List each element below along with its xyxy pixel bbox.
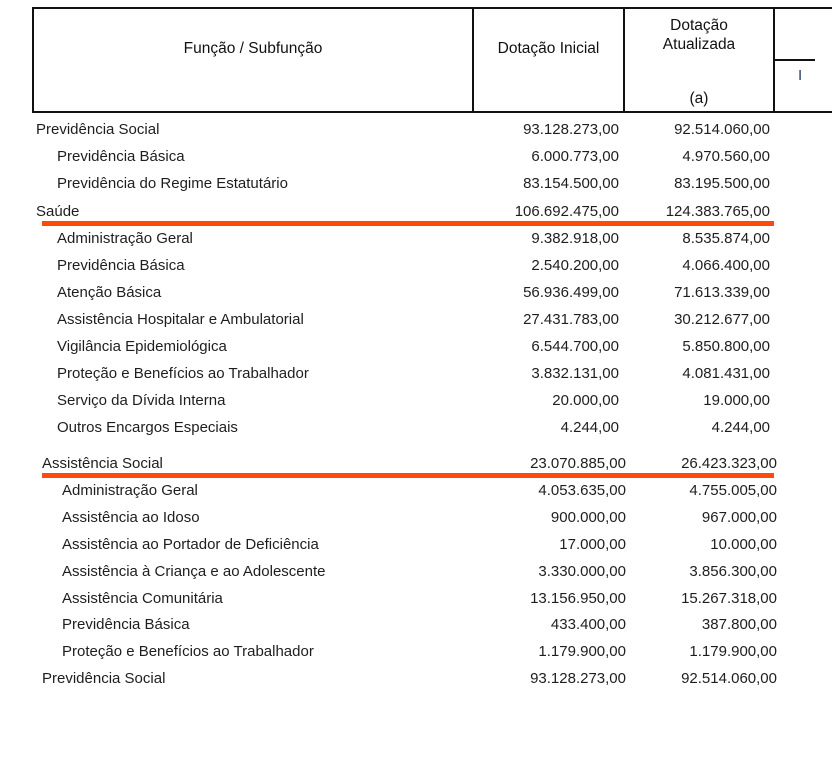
- row-label: Serviço da Dívida Interna: [57, 392, 226, 409]
- row-updated-value: 92.514.060,00: [681, 670, 777, 687]
- row-label: Assistência ao Portador de Deficiência: [62, 536, 319, 553]
- row-updated-value: 30.212.677,00: [674, 311, 770, 328]
- table-row-subfunction: [0, 561, 800, 583]
- row-updated-value: 967.000,00: [701, 509, 777, 526]
- row-updated-value: 4.081.431,00: [682, 365, 770, 382]
- row-label: Outros Encargos Especiais: [57, 419, 238, 436]
- table-row-subfunction: [0, 641, 800, 663]
- row-label: Assistência Social: [42, 455, 163, 472]
- row-label: Previdência Social: [42, 670, 166, 687]
- row-updated-value: 1.179.900,00: [689, 643, 777, 660]
- table-row-subfunction: [0, 173, 800, 195]
- table-row-subfunction: [0, 588, 800, 610]
- row-initial-value: 1.179.900,00: [538, 643, 626, 660]
- row-updated-value: 4.066.400,00: [682, 257, 770, 274]
- table-row-subfunction: [0, 255, 800, 277]
- table-row-function: [0, 201, 800, 223]
- row-updated-value: 71.613.339,00: [674, 284, 770, 301]
- table-row-subfunction: [0, 534, 800, 556]
- row-updated-value: 10.000,00: [710, 536, 777, 553]
- table-row-subfunction: [0, 309, 800, 331]
- row-label: Previdência Básica: [57, 148, 185, 165]
- highlight-underline: [42, 473, 774, 478]
- header-initial-label: Dotação Inicial: [497, 40, 600, 57]
- row-label: Assistência Comunitária: [62, 590, 223, 607]
- table-row-subfunction: [0, 336, 800, 358]
- row-updated-value: 15.267.318,00: [681, 590, 777, 607]
- row-label: Previdência Social: [36, 121, 160, 138]
- header-function: [34, 9, 474, 113]
- table-row-function: [0, 119, 800, 141]
- row-initial-value: 83.154.500,00: [523, 175, 619, 192]
- row-label: Administração Geral: [57, 230, 193, 247]
- row-label: Previdência do Regime Estatutário: [57, 175, 288, 192]
- row-label: Previdência Básica: [57, 257, 185, 274]
- header-updated-line1: Dotação: [670, 17, 728, 34]
- row-initial-value: 56.936.499,00: [523, 284, 619, 301]
- row-initial-value: 23.070.885,00: [530, 455, 626, 472]
- row-initial-value: 6.544.700,00: [531, 338, 619, 355]
- row-updated-value: 4.755.005,00: [689, 482, 777, 499]
- table-row-subfunction: [0, 417, 800, 439]
- row-initial-value: 2.540.200,00: [531, 257, 619, 274]
- row-initial-value: 27.431.783,00: [523, 311, 619, 328]
- row-updated-value: 124.383.765,00: [665, 203, 770, 220]
- header-updated-note: (a): [689, 90, 709, 107]
- row-initial-value: 20.000,00: [552, 392, 619, 409]
- header-next-partial-text: I: [798, 67, 803, 84]
- table-row-function: [0, 453, 800, 475]
- table-row-subfunction: [0, 228, 800, 250]
- table-row-subfunction: [0, 614, 800, 636]
- row-updated-value: 26.423.323,00: [681, 455, 777, 472]
- row-label: Assistência à Criança e ao Adolescente: [62, 563, 326, 580]
- row-initial-value: 4.053.635,00: [538, 482, 626, 499]
- header-next-partial: [775, 9, 815, 113]
- row-updated-value: 4.970.560,00: [682, 148, 770, 165]
- table-row-subfunction: [0, 363, 800, 385]
- table-row-subfunction: [0, 390, 800, 412]
- row-label: Atenção Básica: [57, 284, 162, 301]
- header-updated: [625, 9, 775, 113]
- row-label: Assistência ao Idoso: [62, 509, 200, 526]
- row-initial-value: 3.330.000,00: [538, 563, 626, 580]
- header-function-label: Função / Subfunção: [183, 40, 323, 57]
- table-row-subfunction: [0, 282, 800, 304]
- table-row-subfunction: [0, 146, 800, 168]
- row-label: Previdência Básica: [62, 616, 190, 633]
- row-label: Saúde: [36, 203, 80, 220]
- row-label: Proteção e Benefícios ao Trabalhador: [57, 365, 309, 382]
- row-label: Proteção e Benefícios ao Trabalhador: [62, 643, 314, 660]
- row-updated-value: 8.535.874,00: [682, 230, 770, 247]
- row-updated-value: 387.800,00: [701, 616, 777, 633]
- table-row-subfunction: [0, 507, 800, 529]
- row-label: Assistência Hospitalar e Ambulatorial: [57, 311, 304, 328]
- table-header: [32, 7, 832, 113]
- row-updated-value: 3.856.300,00: [689, 563, 777, 580]
- row-initial-value: 9.382.918,00: [531, 230, 619, 247]
- row-initial-value: 17.000,00: [559, 536, 626, 553]
- row-initial-value: 93.128.273,00: [523, 121, 619, 138]
- highlight-underline: [42, 221, 774, 226]
- header-initial: [474, 9, 625, 113]
- row-initial-value: 900.000,00: [550, 509, 626, 526]
- row-initial-value: 433.400,00: [550, 616, 626, 633]
- row-updated-value: 5.850.800,00: [682, 338, 770, 355]
- row-label: Administração Geral: [62, 482, 198, 499]
- row-updated-value: 83.195.500,00: [674, 175, 770, 192]
- header-updated-line2: Atualizada: [662, 36, 736, 53]
- row-initial-value: 93.128.273,00: [530, 670, 626, 687]
- row-updated-value: 92.514.060,00: [674, 121, 770, 138]
- row-initial-value: 6.000.773,00: [531, 148, 619, 165]
- row-initial-value: 3.832.131,00: [531, 365, 619, 382]
- row-initial-value: 13.156.950,00: [530, 590, 626, 607]
- row-updated-value: 19.000,00: [703, 392, 770, 409]
- table-row-subfunction: [0, 480, 800, 502]
- table-row-function: [0, 668, 800, 690]
- row-initial-value: 106.692.475,00: [514, 203, 619, 220]
- row-updated-value: 4.244,00: [711, 419, 770, 436]
- row-label: Vigilância Epidemiológica: [57, 338, 227, 355]
- header-subdivider: [775, 59, 815, 61]
- row-initial-value: 4.244,00: [560, 419, 619, 436]
